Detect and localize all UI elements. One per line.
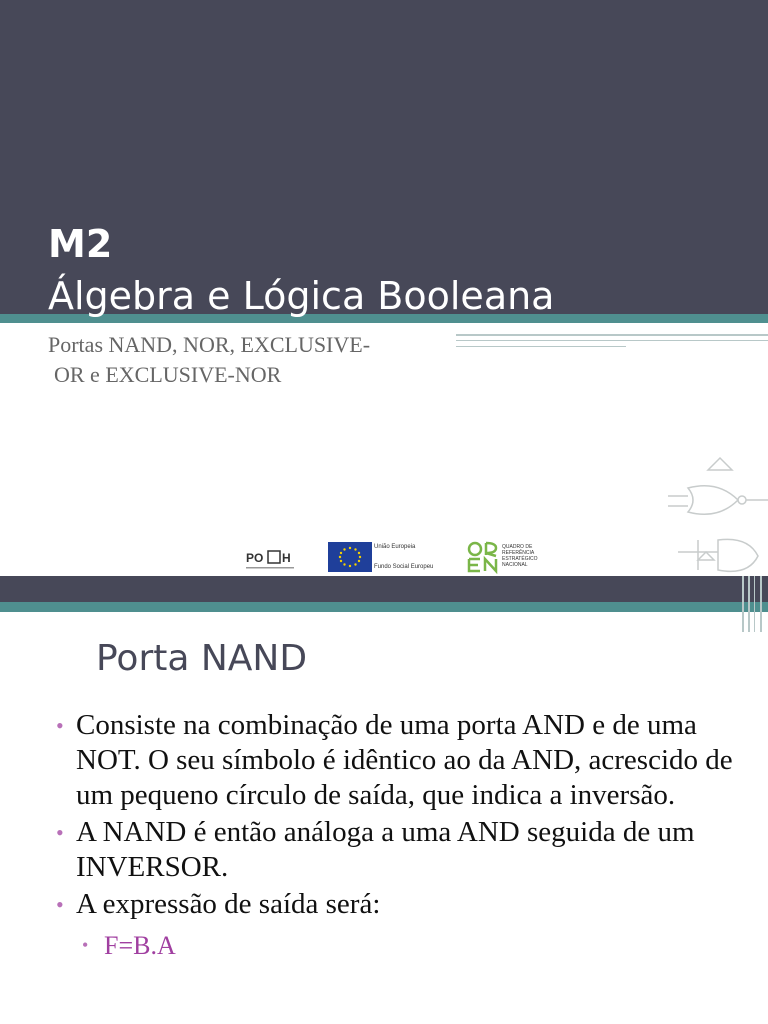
poph-logo-icon: [244, 546, 296, 572]
eu-flag-icon: [328, 542, 372, 572]
title-line-2: Álgebra e Lógica Booleana: [48, 274, 555, 318]
qren-logo-icon: [466, 540, 500, 574]
subtitle-line-1: Portas NAND, NOR, EXCLUSIVE-: [48, 332, 371, 357]
slide-subtitle: [48, 330, 448, 390]
divider-line: [456, 340, 768, 341]
stripe-decoration-icon: [738, 576, 768, 632]
divider-line: [456, 346, 626, 347]
qren-label: QUADRO DE REFERÊNCIA ESTRATÉGICO NACIONAL: [502, 544, 538, 568]
list-item: [56, 708, 736, 813]
esf-label: Fundo Social Europeu: [374, 564, 434, 570]
svg-text:PO: PO: [246, 551, 264, 565]
teal-divider: [0, 602, 768, 612]
sub-bullet-list: [76, 928, 736, 963]
subtitle-line-2: OR e EXCLUSIVE-NOR: [54, 362, 282, 387]
list-item: [56, 887, 736, 963]
bullet-text: A expressão de saída será:: [76, 888, 381, 920]
content-slide: [0, 576, 768, 1024]
eu-label: União Europeia: [374, 544, 416, 550]
formula-item: [80, 928, 736, 963]
bullet-text: A NAND é então análoga a uma AND seguida de um INVERSOR.: [76, 816, 695, 883]
logic-gates-decoration-icon: [658, 440, 768, 576]
slide-title: [48, 218, 554, 322]
bullet-dot-icon: •: [56, 713, 64, 738]
list-item: [56, 815, 736, 885]
svg-text:H: H: [282, 551, 291, 565]
header-band: [0, 576, 768, 602]
bullet-dot-icon: •: [56, 820, 64, 845]
bullet-text: Consiste na combinação de uma porta AND e de uma NOT. O seu símbolo é idêntico ao da AND, acrescido de um pequeno círculo de saída, que indica a inversão.: [76, 709, 733, 811]
divider-line: [456, 334, 768, 336]
bullet-dot-icon: •: [56, 892, 64, 917]
bullet-list: [56, 708, 736, 965]
slide-title: Porta NAND: [96, 638, 308, 679]
bullet-dot-icon: •: [82, 935, 89, 955]
title-line-1: M2: [48, 222, 113, 266]
formula-text: F=B.A: [104, 931, 176, 960]
